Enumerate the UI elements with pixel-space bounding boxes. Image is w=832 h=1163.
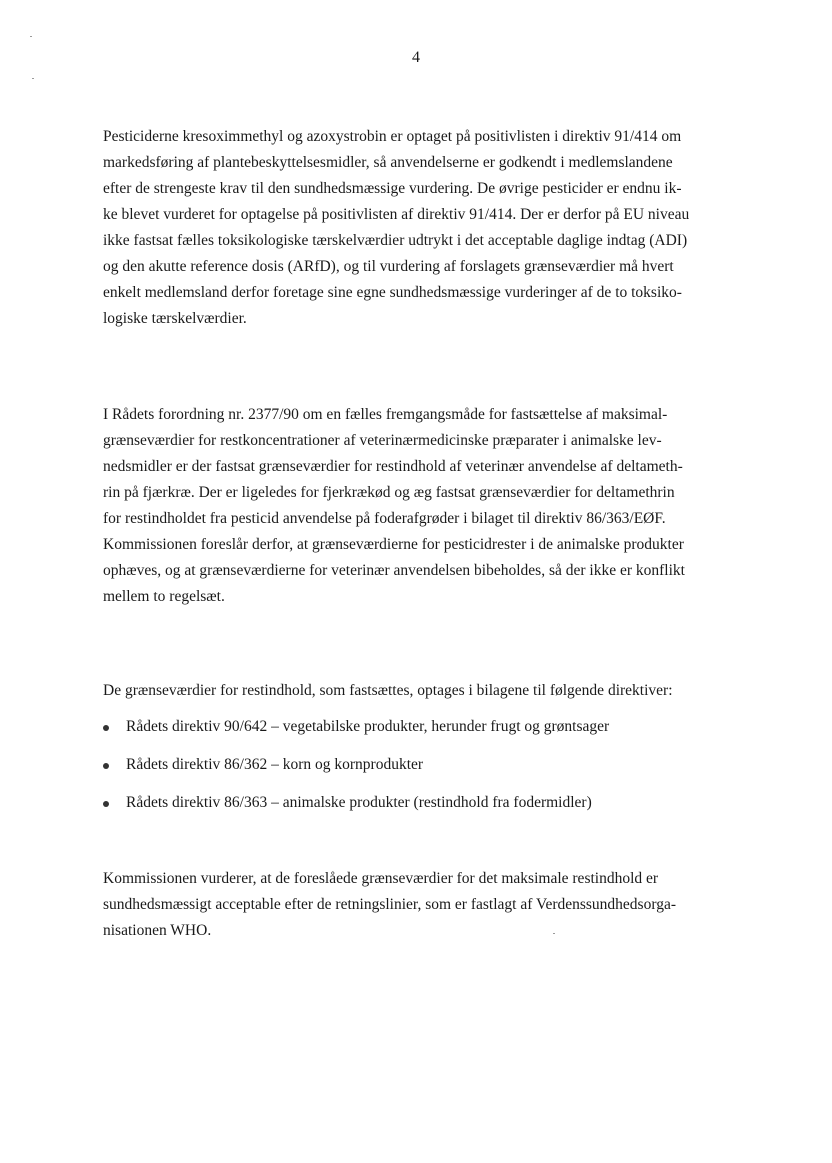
text-line: Kommissionen foreslår derfor, at grænseværdierne for pesticidrester i de animalske produkter [103, 536, 684, 553]
text-line: Pesticiderne kresoximmethyl og azoxystrobin er optaget på positivlisten i direktiv 91/414 om [103, 128, 682, 145]
text-line: markedsføring af plantebeskyttelsesmidler, så anvendelserne er godkendt i medlemslandene [103, 154, 673, 171]
paragraph-conclusion [103, 866, 743, 944]
scan-speck [32, 78, 34, 79]
list-item-text: Rådets direktiv 90/642 – vegetabilske produkter, herunder frugt og grøntsager [126, 718, 610, 735]
text-line: logiske tærskelværdier. [103, 310, 247, 327]
text-line: sundhedsmæssigt acceptable efter de retningslinier, som er fastlagt af Verdenssundhedsorga- [103, 896, 677, 913]
directive-list [103, 715, 743, 829]
text-line: og den akutte reference dosis (ARfD), og til vurdering af forslagets grænseværdier må hvert [103, 258, 674, 275]
scan-speck [30, 36, 32, 37]
text-line: nedsmidler er der fastsat grænseværdier for restindhold af veterinær anvendelse af deltameth- [103, 458, 683, 475]
paragraph-positive-list [103, 124, 743, 332]
list-item-text: Rådets direktiv 86/362 – korn og kornprodukter [126, 756, 424, 773]
list-item [103, 791, 743, 829]
text-line: rin på fjærkræ. Der er ligeledes for fjerkrækød og æg fastsat grænseværdier for deltamethrin [103, 484, 675, 501]
text-line: ke blevet vurderet for optagelse på positivlisten af direktiv 91/414. Der er derfor på EU niveau [103, 206, 690, 223]
scan-speck [553, 933, 555, 934]
bullet-icon [103, 801, 109, 807]
text-line: grænseværdier for restkoncentrationer af veterinærmedicinske præparater i animalske lev- [103, 432, 662, 449]
list-item-text: Rådets direktiv 86/363 – animalske produkter (restindhold fra fodermidler) [126, 794, 592, 811]
bullet-icon [103, 725, 109, 731]
paragraph-directives-intro [103, 678, 743, 704]
text-line: efter de strengeste krav til den sundhedsmæssige vurdering. De øvrige pesticider er endnu ik- [103, 180, 682, 197]
list-item [103, 715, 743, 753]
text-line: nisationen WHO. [103, 922, 212, 939]
text-line: Kommissionen vurderer, at de foreslåede grænseværdier for det maksimale restindhold er [103, 870, 659, 887]
page-number: 4 [412, 49, 420, 66]
text-line: I Rådets forordning nr. 2377/90 om en fælles fremgangsmåde for fastsættelse af maksimal- [103, 406, 668, 423]
text-line: enkelt medlemsland derfor foretage sine egne sundhedsmæssige vurderinger af de to toksiko- [103, 284, 682, 301]
bullet-icon [103, 763, 109, 769]
list-item [103, 753, 743, 791]
text-line: De grænseværdier for restindhold, som fastsættes, optages i bilagene til følgende direktiver: [103, 682, 673, 699]
text-line: mellem to regelsæt. [103, 588, 225, 605]
text-line: ikke fastsat fælles toksikologiske tærskelværdier udtrykt i det acceptable daglige indtag (ADI) [103, 232, 688, 249]
text-line: for restindholdet fra pesticid anvendelse på foderafgrøder i bilaget til direktiv 86/363/EØF. [103, 510, 666, 527]
paragraph-regulation [103, 402, 743, 610]
text-line: ophæves, og at grænseværdierne for veterinær anvendelsen bibeholdes, så der ikke er konflikt [103, 562, 685, 579]
